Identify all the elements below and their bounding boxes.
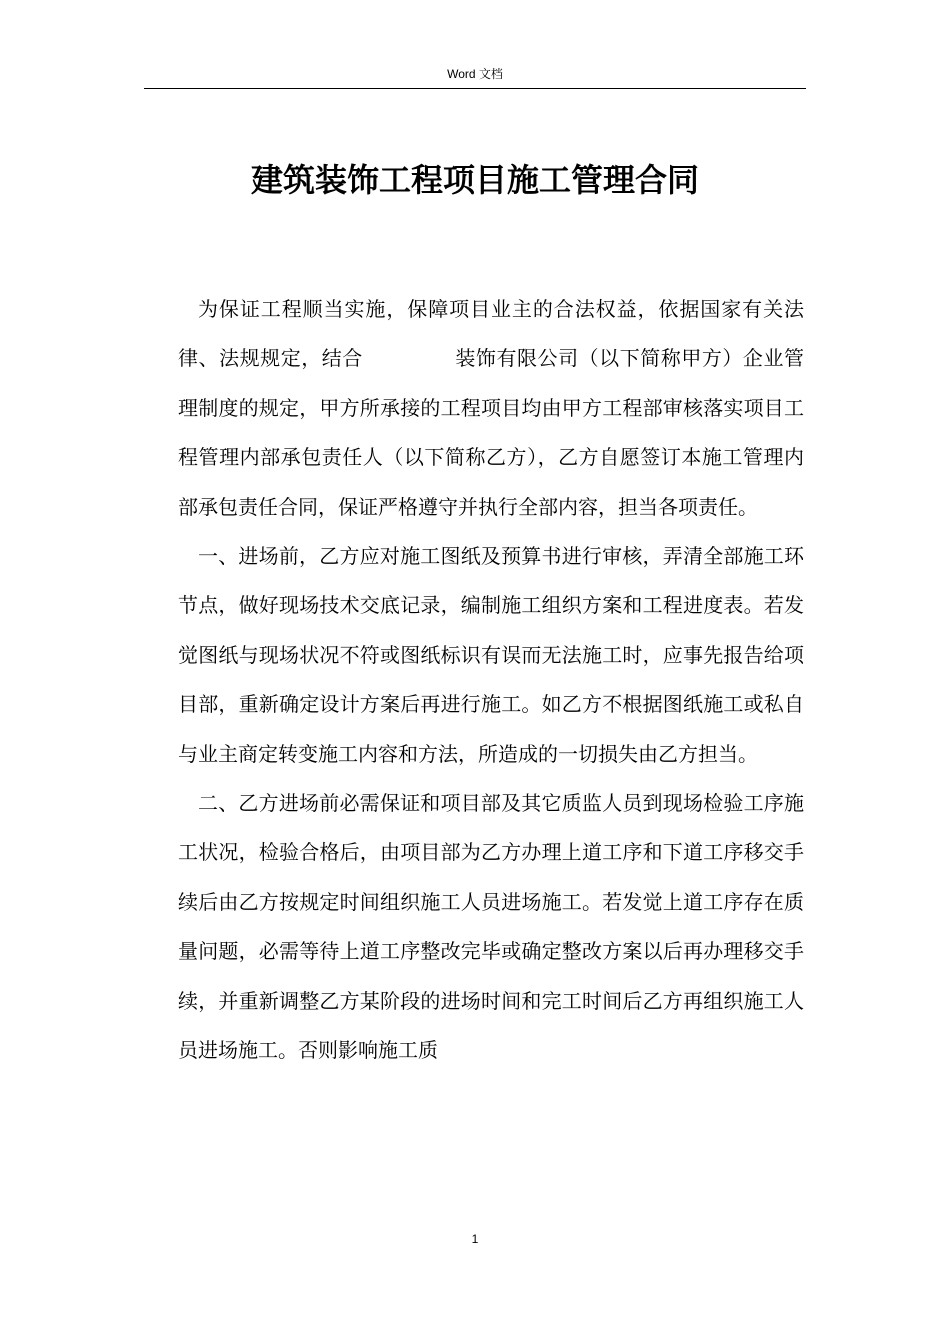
page-header: Word 文档 <box>447 67 503 81</box>
header-divider <box>144 88 806 89</box>
clause-2-paragraph: 二、乙方进场前必需保证和项目部及其它质监人员到现场检验工序施工状况，检验合格后，由项目部为乙方办理上道工序和下道工序移交手续后由乙方按规定时间组织施工人员进场施工。若发觉上道工序存在质量问题，必需等待上道工序整改完毕或确定整改方案以后再办理移交手续，并重新调整乙方某阶段的进场时间和完工时间后乙方再组织施工人员进场施工。否则影响施工质 <box>178 791 804 1063</box>
page-number: 1 <box>471 1232 479 1246</box>
intro-text-part1: 为保证工程顺当实施，保障项目业主的合法权益，依据国家有关法律、法规规定，结合 <box>178 297 804 371</box>
intro-text-part2: 装饰有限公司（以下简称甲方）企业管理制度的规定，甲方所承接的工程项目均由甲方工程部审核落实项目工程管理内部承包责任人（以下简称乙方），乙方自愿签订本施工管理内部承包责任合同，保证严格遵守并执行全部内容，担当各项责任。 <box>178 346 805 519</box>
clause-1-paragraph: 一、进场前，乙方应对施工图纸及预算书进行审核，弄清全部施工环节点，做好现场技术交底记录，编制施工组织方案和工程进度表。若发觉图纸与现场状况不符或图纸标识有误而无法施工时，应事先报告给项目部，重新确定设计方案后再进行施工。如乙方不根据图纸施工或私自与业主商定转变施工内容和方法，所造成的一切损失由乙方担当。 <box>178 544 804 766</box>
document-body <box>178 285 804 1076</box>
document-title: 建筑装饰工程项目施工管理合同 <box>250 161 699 199</box>
intro-paragraph <box>178 285 804 532</box>
